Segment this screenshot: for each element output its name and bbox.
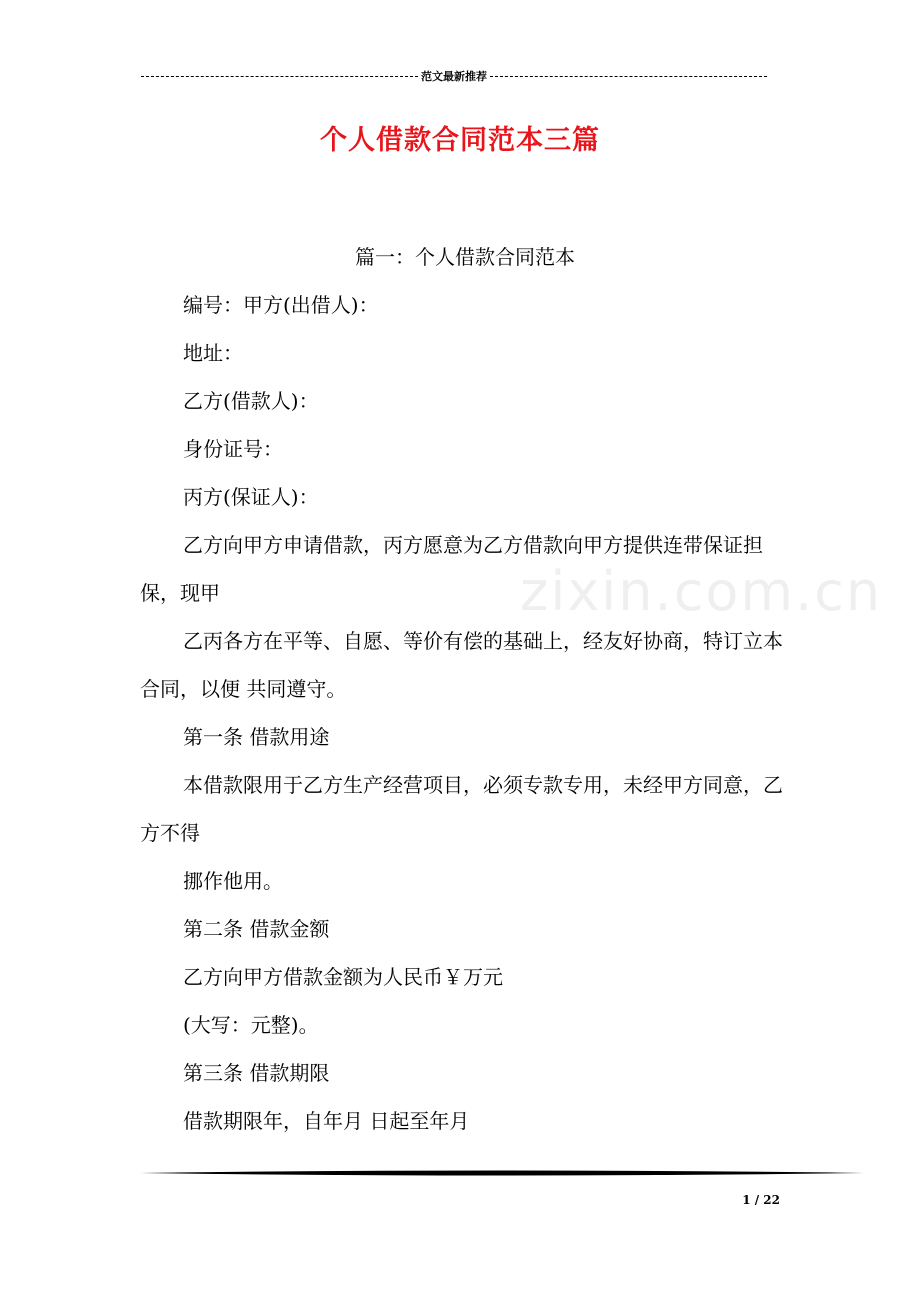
page-number: 1 / 22	[742, 1193, 780, 1207]
paragraph: 身份证号：	[183, 437, 283, 461]
paragraph: 地址：	[183, 341, 243, 365]
paragraph: 乙方向甲方申请借款，丙方愿意为乙方借款向甲方提供连带保证担保，现甲	[140, 533, 763, 605]
paragraph: 借款期限年，自年月 日起至年月	[183, 1109, 470, 1133]
paragraph: 编号：甲方(出借人)：	[183, 293, 379, 317]
footer-rule	[140, 1162, 864, 1184]
document-body	[140, 233, 790, 1145]
watermark: zixin.com.cn	[520, 560, 883, 623]
paragraph: 本借款限用于乙方生产经营项目，必须专款专用，未经甲方同意，乙方不得	[140, 773, 783, 845]
article-heading: 第三条 借款期限	[183, 1061, 330, 1085]
page-header	[140, 66, 768, 86]
document-title: 个人借款合同范本三篇	[320, 125, 600, 156]
paragraph: 乙丙各方在平等、自愿、等价有偿的基础上，经友好协商，特订立本合同，以便 共同遵守。	[140, 629, 783, 701]
article-heading: 第一条 借款用途	[183, 725, 330, 749]
paragraph: 乙方向甲方借款金额为人民币￥万元	[183, 965, 503, 989]
paragraph: (大写：元整)。	[183, 1013, 319, 1037]
paragraph: 丙方(保证人)：	[183, 485, 319, 509]
header-dash-left	[141, 76, 418, 77]
header-dash-right	[490, 76, 767, 77]
paragraph: 挪作他用。	[183, 869, 283, 893]
paragraph: 乙方(借款人)：	[183, 389, 319, 413]
section-heading: 篇一：个人借款合同范本	[355, 245, 575, 269]
header-label: 范文最新推荐	[421, 70, 487, 83]
article-heading: 第二条 借款金额	[183, 917, 330, 941]
